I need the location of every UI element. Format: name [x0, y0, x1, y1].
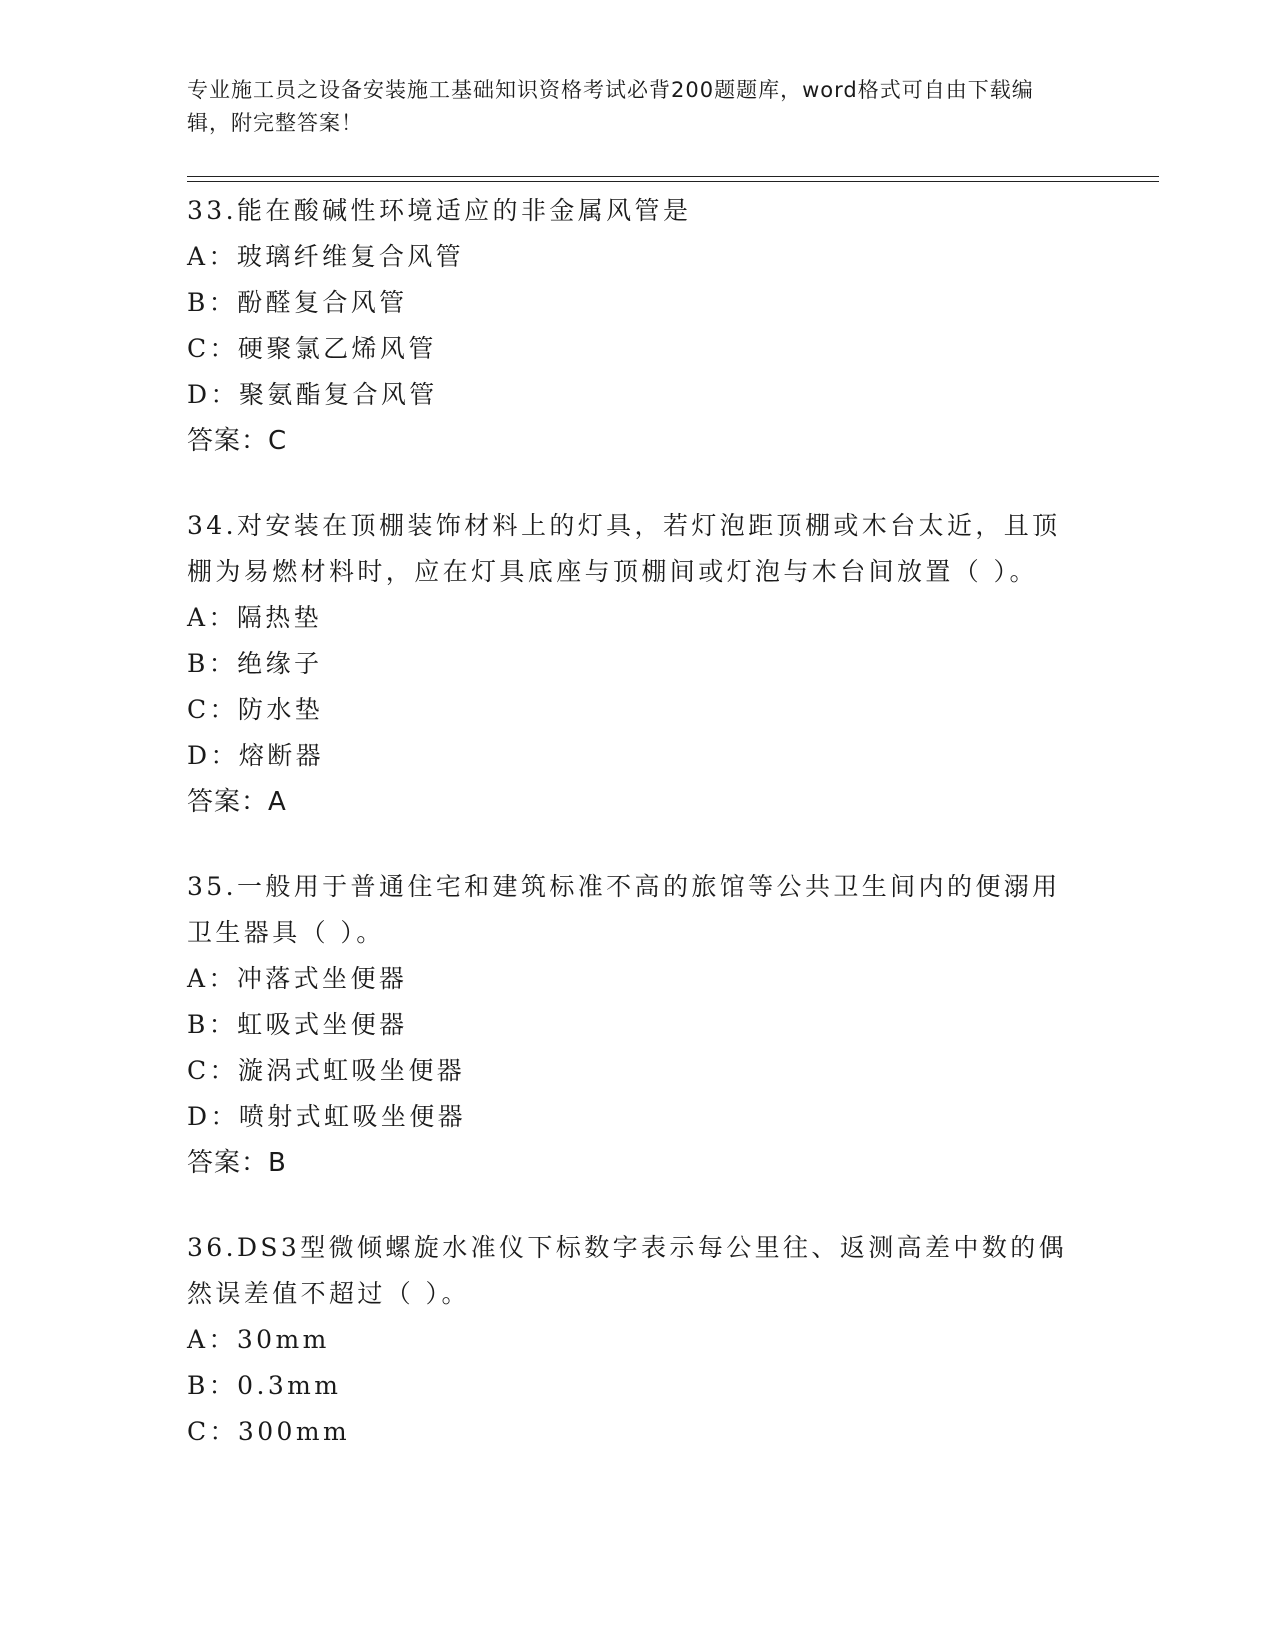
header-divider-top [187, 176, 1159, 177]
answer-line: 答案：A [187, 787, 287, 817]
question-33 [187, 188, 1159, 464]
option-a: A：冲落式坐便器 [187, 964, 408, 993]
document-header: 专业施工员之设备安装施工基础知识资格考试必背200题题库，word格式可自由下载编辑，附完整答案！ [187, 78, 1034, 135]
question-stem: 35.一般用于普通住宅和建筑标准不高的旅馆等公共卫生间内的便溺用卫生器具（ ）。 [187, 872, 1061, 947]
option-a: A：玻璃纤维复合风管 [187, 242, 465, 271]
question-stem: 34.对安装在顶棚装饰材料上的灯具，若灯泡距顶棚或木台太近，且顶棚为易燃材料时，应在灯具底座与顶棚间或灯泡与木台间放置（ ）。 [187, 511, 1061, 586]
option-d: D：喷射式虹吸坐便器 [187, 1102, 467, 1131]
option-d: D：聚氨酯复合风管 [187, 380, 438, 409]
question-35 [187, 864, 1159, 1186]
question-36 [187, 1225, 1159, 1455]
option-a: A：隔热垫 [187, 603, 323, 632]
question-list [187, 188, 1159, 1494]
option-b: B：绝缘子 [187, 649, 323, 678]
option-b: B：酚醛复合风管 [187, 288, 408, 317]
question-stem: 36.DS3型微倾螺旋水准仪下标数字表示每公里往、返测高差中数的偶然误差值不超过（ ）。 [187, 1233, 1068, 1308]
option-c: C：硬聚氯乙烯风管 [187, 334, 437, 363]
question-stem: 33.能在酸碱性环境适应的非金属风管是 [187, 196, 692, 225]
answer-line: 答案：C [187, 426, 288, 456]
option-c: C：防水垫 [187, 695, 324, 724]
header-divider-bottom [187, 181, 1159, 182]
answer-line: 答案：B [187, 1148, 287, 1178]
question-34 [187, 503, 1159, 825]
option-b: B：0.3mm [187, 1371, 342, 1400]
option-c: C：300mm [187, 1417, 351, 1446]
option-a: A：30mm [187, 1325, 330, 1354]
option-d: D：熔断器 [187, 741, 325, 770]
option-c: C：漩涡式虹吸坐便器 [187, 1056, 466, 1085]
option-b: B：虹吸式坐便器 [187, 1010, 408, 1039]
